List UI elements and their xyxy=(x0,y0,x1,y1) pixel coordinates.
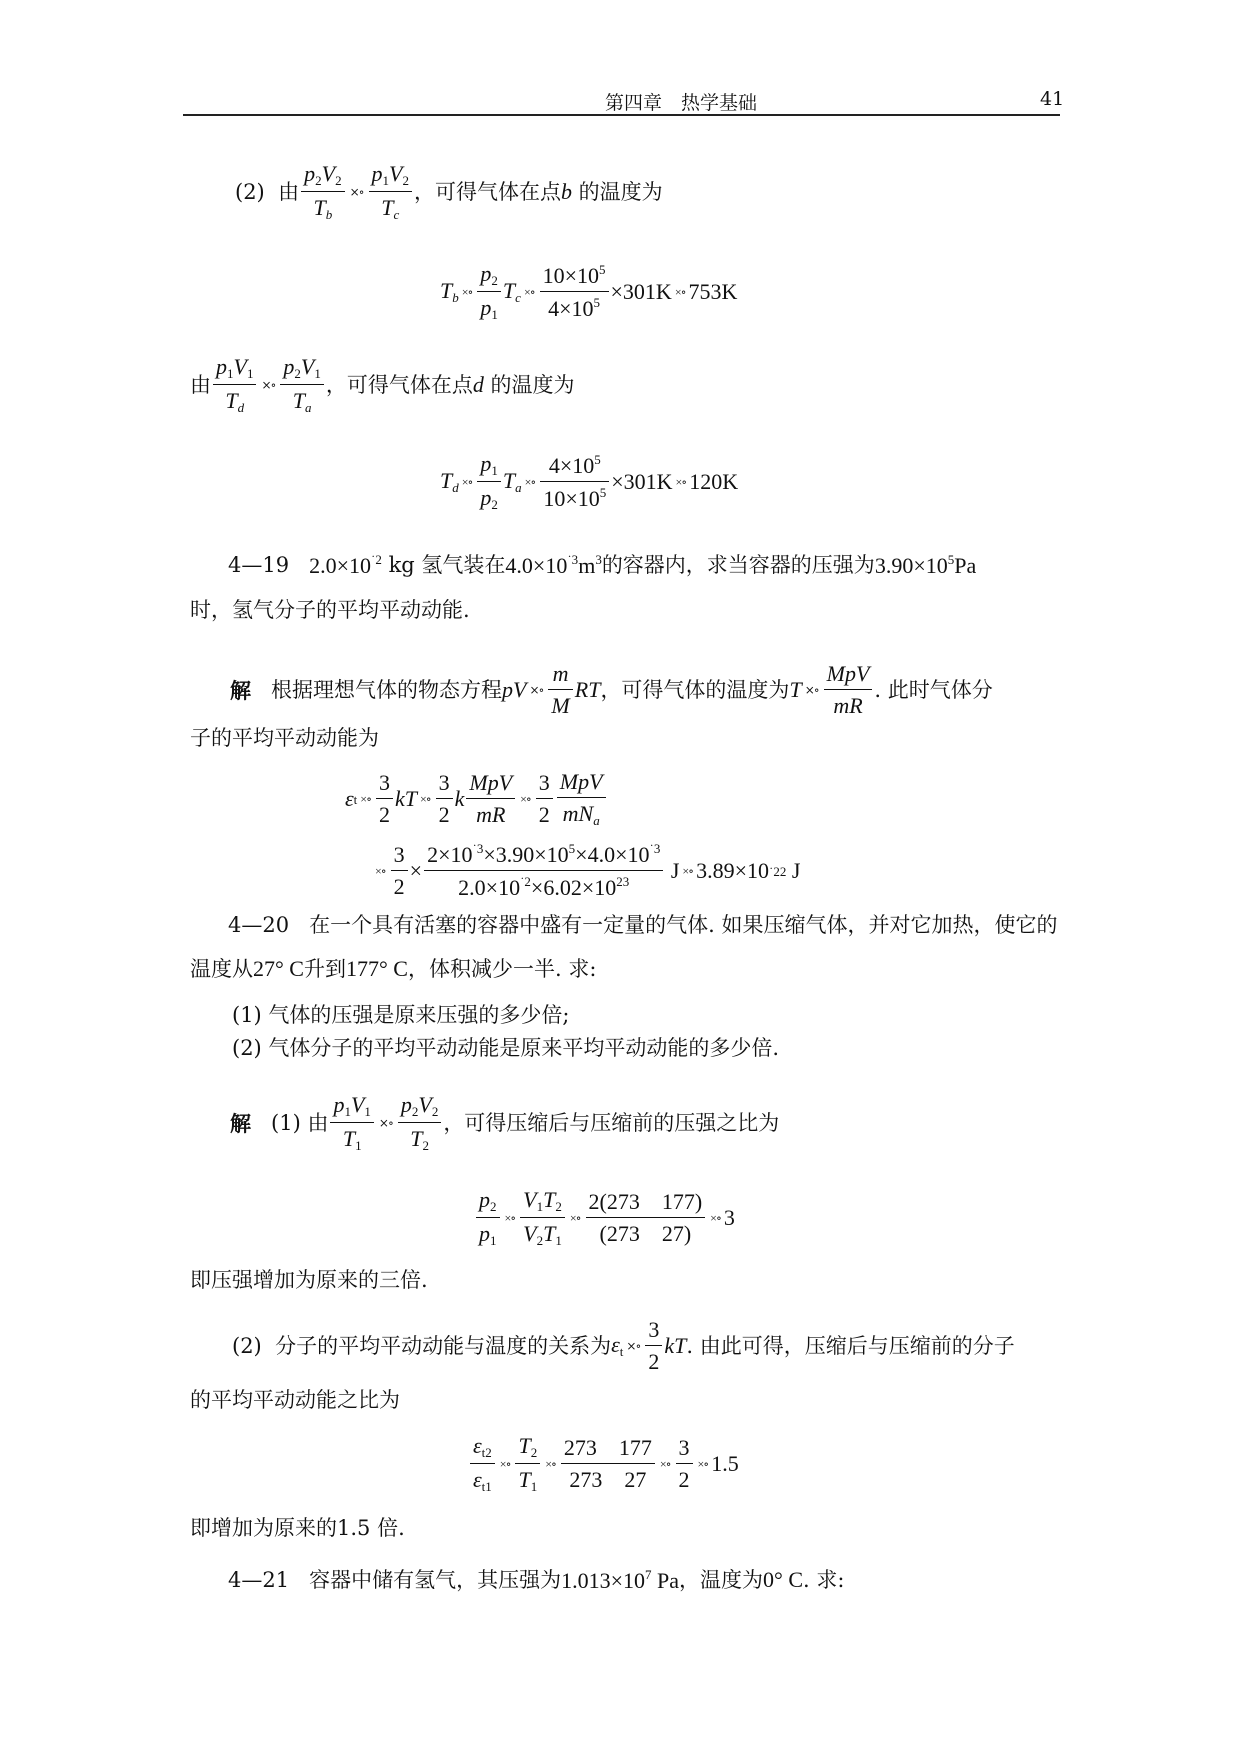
suffix: ，可得气体在点 xyxy=(413,179,561,204)
equation-energy-ratio: $\frac{\varepsilon_{t2}}{\varepsilon_{t1}}$ ×∘ $\frac{T_2}{T_1}$ ×∘ $\frac{273 177}{273 27}$ ×∘ $\frac{3}{2}$ ×∘ 1.5 xyxy=(468,1434,739,1495)
conclusion-1: 即压强增加为原来的三倍. xyxy=(190,1268,428,1292)
solution-4-20-part2-line2: 的平均平动动能之比为 xyxy=(190,1388,400,1412)
problem-4-20-line2: 温度从 27° C 升到 177° C ，体积减少一半. 求: xyxy=(190,956,597,981)
solution-4-19: 解 根据理想气体的物态方程 pV ×∘ $\frac{m}{M}$ RT ，可得气体的温度为 T ×∘ $\frac{\text{MpV}}{mR}$ . 此时气体分 xyxy=(230,661,993,719)
point-label: b xyxy=(560,179,572,205)
equation-td: $T_d$ ×∘ $\frac{p_1}{p_2}$ $T_a$ ×∘ $\frac{4\times 10^5}{10\times 10^5}$ ×301K ×∘ 120K xyxy=(440,451,739,513)
solution-4-20-part1: 解 (1) 由 $\frac{p_1V_1}{T_1}$ ×∘ $\frac{p_2V_2}{T_2}$ ，可得压缩后与压缩前的压强之比为 xyxy=(230,1092,780,1154)
label: (2) xyxy=(235,179,265,204)
tail: 的温度为 xyxy=(578,179,663,204)
solution-4-20-part2: (2) 分子的平均平动动能与温度的关系为 $\varepsilon_t$ ×∘ $\frac{3}{2}$ kT . 由此可得，压缩后与压缩前的分子 xyxy=(232,1317,1015,1375)
page-number: 41 xyxy=(1040,88,1065,110)
problem-4-21: 4—21 容器中储有氢气，其压强为 $1.013\times 10^7$ Pa ，温度为 0° C . 求: xyxy=(228,1567,845,1593)
equation-pressure-ratio: $\frac{p_2}{p_1}$ ×∘ $\frac{V_1T_2}{V_2T_1}$ ×∘ $\frac{2(273 177)}{(273 27)}$ ×∘ 3 xyxy=(474,1188,735,1249)
equation-tb: $T_b$ ×∘ $\frac{p_2}{p_1}$ $T_c$ ×∘ $\frac{10\times 10^5}{4\times 10^5}$ ×301K ×∘ 753K xyxy=(440,261,738,323)
conclusion-2: 即增加为原来的1.5 倍. xyxy=(190,1516,405,1540)
prefix: 由 xyxy=(278,179,300,204)
equation-epsilon-1: ε t ×∘ $\frac{3}{2}$ kT ×∘ $\frac{3}{2}$ k $\frac{\text{MpV}}{mR}$ ×∘ $\frac{3}{2}$ $\frac{\text{MpV}}{mN_a}$ xyxy=(345,770,608,828)
solution-4-19-line2: 子的平均平动动能为 xyxy=(190,726,379,750)
question-1: (1) 气体的压强是原来压强的多少倍; xyxy=(232,1003,570,1027)
chapter-title: 第四章 热学基础 xyxy=(605,92,758,114)
paragraph-part2-d: 由 $\frac{p_1V_1}{T_d}$ ×∘ $\frac{p_2V_1}{T_a}$ ，可得气体在点 d 的温度为 xyxy=(190,354,575,416)
problem-4-19-line2: 时，氢气分子的平均平动动能. xyxy=(190,598,470,622)
problem-4-19: 4—19 $2.0\times 10^{˙2}$ kg 氢气装在 $4.0\times 10^{˙3}m^3$ 的容器内，求当容器的压强为 $3.90\times 10^5Pa$ xyxy=(228,552,977,578)
paragraph-part2-b xyxy=(235,162,663,223)
question-2: (2) 气体分子的平均平动动能是原来平均平动动能的多少倍. xyxy=(232,1036,780,1060)
fraction: $\frac{p_2V_2}{T_b}$ xyxy=(301,162,344,223)
fraction: $\frac{p_1V_2}{T_c}$ xyxy=(369,162,412,223)
header-rule xyxy=(183,114,1060,116)
equation-epsilon-2: ×∘ $\frac{3}{2}$ × $\frac{2\times 10^{˙3}\times 3.90\times 10^5\times 4.0\times 10^{˙3}}{2.0\times 10^{˙2}\times 6.02\times 10^{23}}$ J ×∘ 3.89×10 ˙22 J xyxy=(375,841,801,901)
problem-4-20: 4—20 在一个具有活塞的容器中盛有一定量的气体. 如果压缩气体，并对它加热，使它的 xyxy=(228,913,1058,937)
equals-glyph: ×∘ xyxy=(349,185,364,200)
